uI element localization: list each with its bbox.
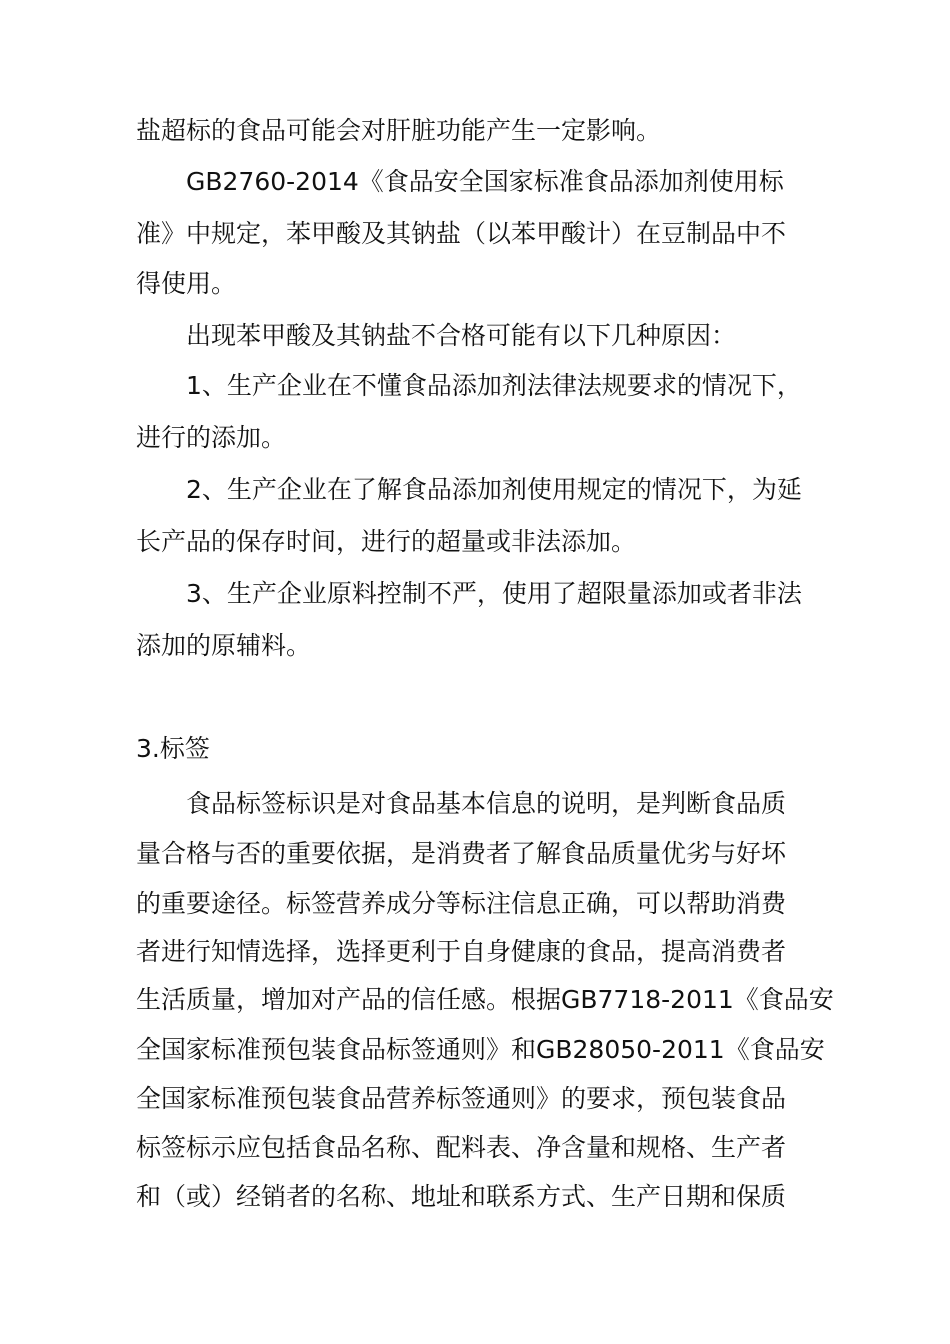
text-line: GB2760-2014《食品安全国家标准食品添加剂使用标 bbox=[186, 167, 784, 196]
text-line: 2、生产企业在了解食品添加剂使用规定的情况下，为延 bbox=[186, 475, 802, 504]
text-line: 进行的添加。 bbox=[136, 423, 287, 452]
text-line: 标签标示应包括食品名称、配料表、净含量和规格、生产者 bbox=[136, 1133, 787, 1162]
text-line: 的重要途径。标签营养成分等标注信息正确，可以帮助消费 bbox=[136, 889, 787, 918]
text-line: 3、生产企业原料控制不严，使用了超限量添加或者非法 bbox=[186, 579, 802, 608]
text-line: 生活质量，增加对产品的信任感。根据GB7718-2011《食品安 bbox=[136, 985, 834, 1014]
text-line: 出现苯甲酸及其钠盐不合格可能有以下几种原因： bbox=[186, 321, 737, 350]
text-line: 1、生产企业在不懂食品添加剂法律法规要求的情况下， bbox=[186, 371, 802, 400]
text-line: 长产品的保存时间，进行的超量或非法添加。 bbox=[136, 527, 637, 556]
text-line: 添加的原辅料。 bbox=[136, 631, 312, 660]
text-line: 和（或）经销者的名称、地址和联系方式、生产日期和保质 bbox=[136, 1182, 787, 1211]
text-line: 者进行知情选择，选择更利于自身健康的食品，提高消费者 bbox=[136, 937, 787, 966]
text-line: 量合格与否的重要依据，是消费者了解食品质量优劣与好坏 bbox=[136, 839, 787, 868]
section-heading: 3.标签 bbox=[136, 734, 210, 763]
text-line: 得使用。 bbox=[136, 269, 237, 298]
text-line: 全国家标准预包装食品标签通则》和GB28050-2011《食品安 bbox=[136, 1035, 825, 1064]
text-line: 盐超标的食品可能会对肝脏功能产生一定影响。 bbox=[136, 116, 662, 145]
text-line: 准》中规定，苯甲酸及其钠盐（以苯甲酸计）在豆制品中不 bbox=[136, 219, 787, 248]
text-line: 全国家标准预包装食品营养标签通则》的要求，预包装食品 bbox=[136, 1084, 787, 1113]
text-line: 食品标签标识是对食品基本信息的说明，是判断食品质 bbox=[186, 789, 787, 818]
